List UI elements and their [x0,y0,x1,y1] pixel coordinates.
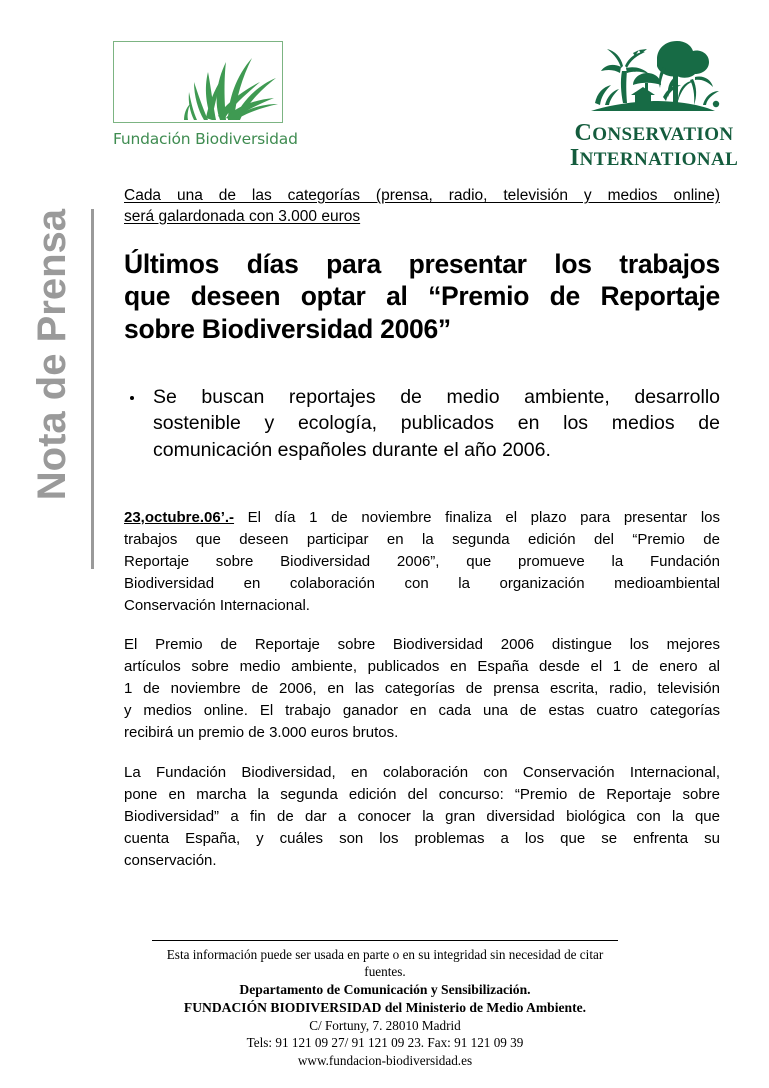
document-body [124,186,720,889]
ci-line2-cap: I [569,145,580,172]
footer-phone: Tels: 91 121 09 27/ 91 121 09 23. Fax: 91 121 09 39 [246,1035,524,1051]
headline-line-1: Últimos días para presentar los trabajos [124,248,720,279]
paragraph-1-line-3: Reportaje sobre Biodiversidad 2006”, que promueve la Fundación [124,553,720,571]
bullet-line-3: comunicación españoles durante el año 2006. [153,438,551,461]
conservation-international-logo [568,33,740,172]
grass-icon [160,48,280,122]
paragraph-2-line-5: recibirá un premio de 3.000 euros brutos. [124,724,399,742]
page-title [124,248,720,347]
paragraph-3-line-4: cuenta España, y cuáles son los problemas a los que se enfrenta su [124,829,720,847]
paragraph-1-line-5: Conservación Internacional. [124,597,310,615]
footer-divider [152,940,618,941]
bullet-dot-icon [130,396,134,400]
paragraph-1-line-1 [124,507,720,529]
footer-organization: FUNDACIÓN BIODIVERSIDAD del Ministerio de Medio Ambiente. [183,999,587,1015]
paragraph-3-line-2: pone en marcha la segunda edición del concurso: “Premio de Reportaje sobre [124,785,720,803]
paragraph-1-line-1-text: El día 1 de noviembre finaliza el plazo para presentar los [234,509,720,527]
rainforest-icon [568,33,740,119]
paragraph-2-line-3: 1 de noviembre de 2006, en las categorías de prensa escrita, radio, televisión [124,680,720,698]
ci-line1-cap: C [574,120,593,146]
side-title-container [0,180,118,550]
paragraph-1-line-2: trabajos que deseen participar en la segunda edición del “Premio de [124,531,720,549]
footer-usage-notice: Esta información puede ser usada en parte o en su integridad sin necesidad de citar fuentes. [166,947,604,980]
bullet-line-1: Se buscan reportajes de medio ambiente, desarrollo [153,386,720,409]
bullet-line-2: sostenible y ecología, publicados en los medios de [153,412,720,435]
body-paragraph-3 [124,762,720,872]
headline-line-3: sobre Biodiversidad 2006” [124,314,451,345]
body-paragraph-2 [124,634,720,744]
fundacion-logo-caption: Fundación Biodiversidad [113,130,298,148]
kicker-line-2: será galardonada con 3.000 euros [124,207,361,225]
nota-de-prensa-side-title: Nota de Prensa [32,209,94,569]
kicker-line-1: Cada una de las categorías (prensa, radio, televisión y medios online) [124,187,720,204]
ci-line1-rest: ONSERVATION [592,124,734,145]
footer-department: Departamento de Comunicación y Sensibilización. [239,981,531,997]
footer-website: www.fundacion-biodiversidad.es [297,1052,473,1068]
ci-line2-rest: NTERNATIONAL [579,149,739,171]
paragraph-3-line-3: Biodiversidad” a fin de dar a conocer la gran diversidad biológica con la que [124,807,720,825]
paragraph-1-line-4: Biodiversidad en colaboración con la organización medioambiental [124,575,720,593]
paragraph-2-line-2: artículos sobre medio ambiente, publicados en España desde el 1 de enero al [124,658,720,676]
headline-line-2: que deseen optar al “Premio de Reportaje [124,281,720,312]
body-paragraph-1 [124,507,720,617]
paragraph-3-line-1: La Fundación Biodiversidad, en colaboración con Conservación Internacional, [124,763,720,781]
document-footer [152,940,618,1069]
fundacion-biodiversidad-logo [113,41,298,148]
highlights-list [124,384,720,463]
list-item [124,384,720,463]
document-header [0,0,769,175]
ci-wordmark-line-2 [568,146,740,171]
dateline: 23,octubre.06’.- [124,509,235,527]
conservation-international-wordmark [568,121,740,172]
footer-address: C/ Fortuny, 7. 28010 Madrid [309,1017,461,1033]
paragraph-3-line-5: conservación. [124,851,217,869]
kicker-subheadline [124,186,720,228]
paragraph-2-line-1: El Premio de Reportaje sobre Biodiversidad 2006 distingue los mejores [124,636,720,654]
paragraph-2-line-4: y medios online. El trabajo ganador en cada una de estas cuatro categorías [124,702,720,720]
ci-wordmark-line-1 [568,121,740,146]
fundacion-logo-frame [113,41,283,123]
